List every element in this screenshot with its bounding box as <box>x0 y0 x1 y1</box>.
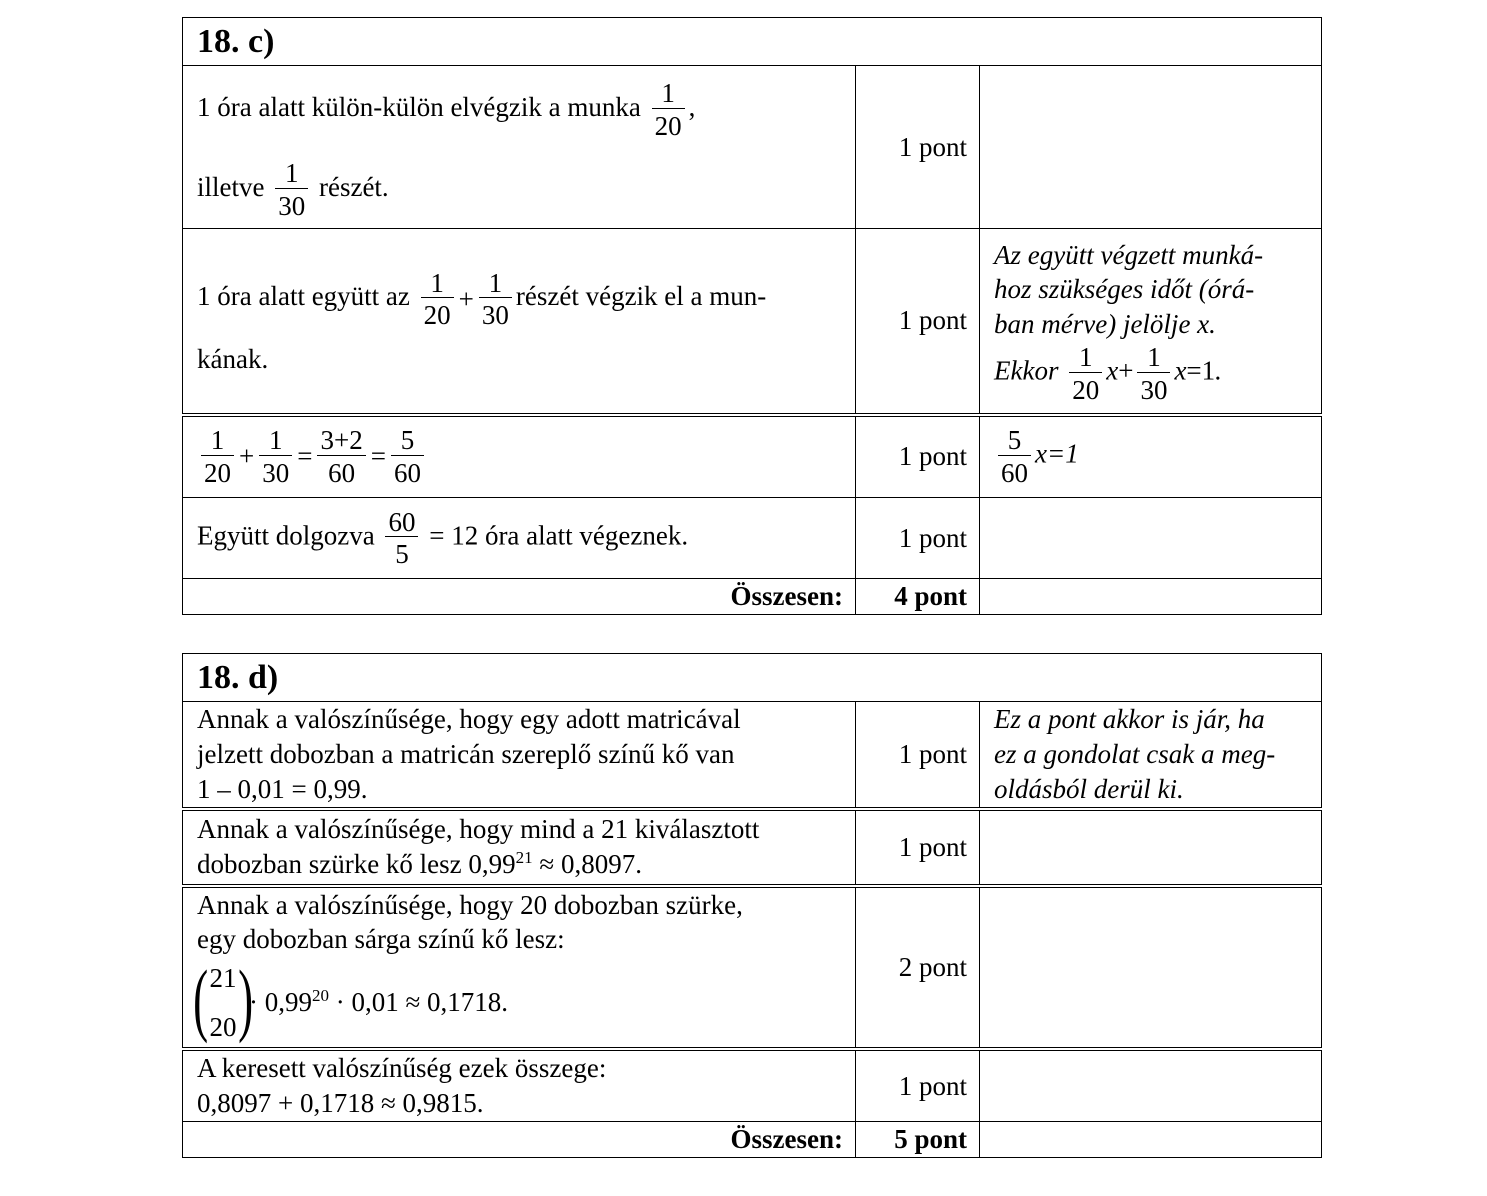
points-cell: 1 pont <box>856 415 980 498</box>
points-cell: 1 pont <box>856 498 980 579</box>
comment-cell: Ez a pont akkor is jár, ha ez a gondolat csak a meg- oldásból derül ki. <box>980 702 1322 809</box>
points-cell: 1 pont <box>856 1049 980 1122</box>
comment-cell <box>980 498 1322 579</box>
fraction-1-20: $\frac{1}{20}$ <box>652 79 685 140</box>
points-cell: 1 pont <box>856 809 980 886</box>
step-final-time: Együtt dolgozva $\frac{60}{5}$ = 12 óra alatt végeznek. <box>183 498 856 579</box>
solution-table-18d <box>182 653 1322 1158</box>
binomial-coefficient: ( 21 20 ) <box>193 952 253 1044</box>
points-cell: 1 pont <box>856 66 980 229</box>
solution-table-18c <box>182 17 1322 615</box>
step-separate-rates: 1 óra alatt külön-külön elvégzik a munka $\frac{1}{20}$ , illetve $\frac{1}{30}$ részét. <box>183 66 856 229</box>
step-single-box-probability: Annak a valószínűsége, hogy egy adott matricával jelzett dobozban a matricán szereplő színű kő van 1 – 0,01 = 0,99. <box>183 702 856 809</box>
section-header-18d: 18. d) <box>183 654 1322 702</box>
total-label: Összesen: <box>183 1122 856 1158</box>
comment-cell: $\frac{5}{60}$ x=1 <box>980 415 1322 498</box>
total-points: 5 pont <box>856 1122 980 1158</box>
total-label: Összesen: <box>183 579 856 615</box>
step-one-yellow-probability: Annak a valószínűsége, hogy 20 dobozban szürke, egy dobozban sárga színű kő lesz: ( 21 20 ) · $0,99^{20} \cdot 0,01 \approx 0,1718$. <box>183 886 856 1049</box>
step-text: 1 óra alatt külön-külön elvégzik a munka <box>197 92 641 122</box>
points-cell: 1 pont <box>856 229 980 415</box>
comment-cell <box>980 1122 1322 1158</box>
step-sum-fractions: $\frac{1}{20}$ + $\frac{1}{30}$ = $\frac{3+2}{60}$ = $\frac{5}{60}$ <box>183 415 856 498</box>
step-sum-probability: A keresett valószínűség ezek összege: 0,8097 + 0,1718 ≈ 0,9815. <box>183 1049 856 1122</box>
comment-cell <box>980 579 1322 615</box>
step-combined-rate: 1 óra alatt együtt az $\frac{1}{20}$ + $\frac{1}{30}$ részét végzik el a mun- kának. <box>183 229 856 415</box>
total-points: 4 pont <box>856 579 980 615</box>
fraction-1-20: $\frac{1}{20}$ <box>421 269 454 330</box>
comment-cell <box>980 66 1322 229</box>
fraction-1-30: $\frac{1}{30}$ <box>479 269 512 330</box>
points-cell: 1 pont <box>856 702 980 809</box>
comment-cell: Az együtt végzett munká- hoz szükséges időt (órá- ban mérve) jelölje x. Ekkor $\frac{1}{20}$ x+ $\frac{1}{30}$ x=1. <box>980 229 1322 415</box>
points-cell: 2 pont <box>856 886 980 1049</box>
fraction-1-30: $\frac{1}{30}$ <box>275 159 308 220</box>
comment-cell <box>980 1049 1322 1122</box>
step-all-grey-probability: Annak a valószínűsége, hogy mind a 21 kiválasztott dobozban szürke kő lesz $0,99^{21} \approx 0,8097$. <box>183 809 856 886</box>
comment-cell <box>980 809 1322 886</box>
comment-cell <box>980 886 1322 1049</box>
section-header-18c: 18. c) <box>183 18 1322 66</box>
